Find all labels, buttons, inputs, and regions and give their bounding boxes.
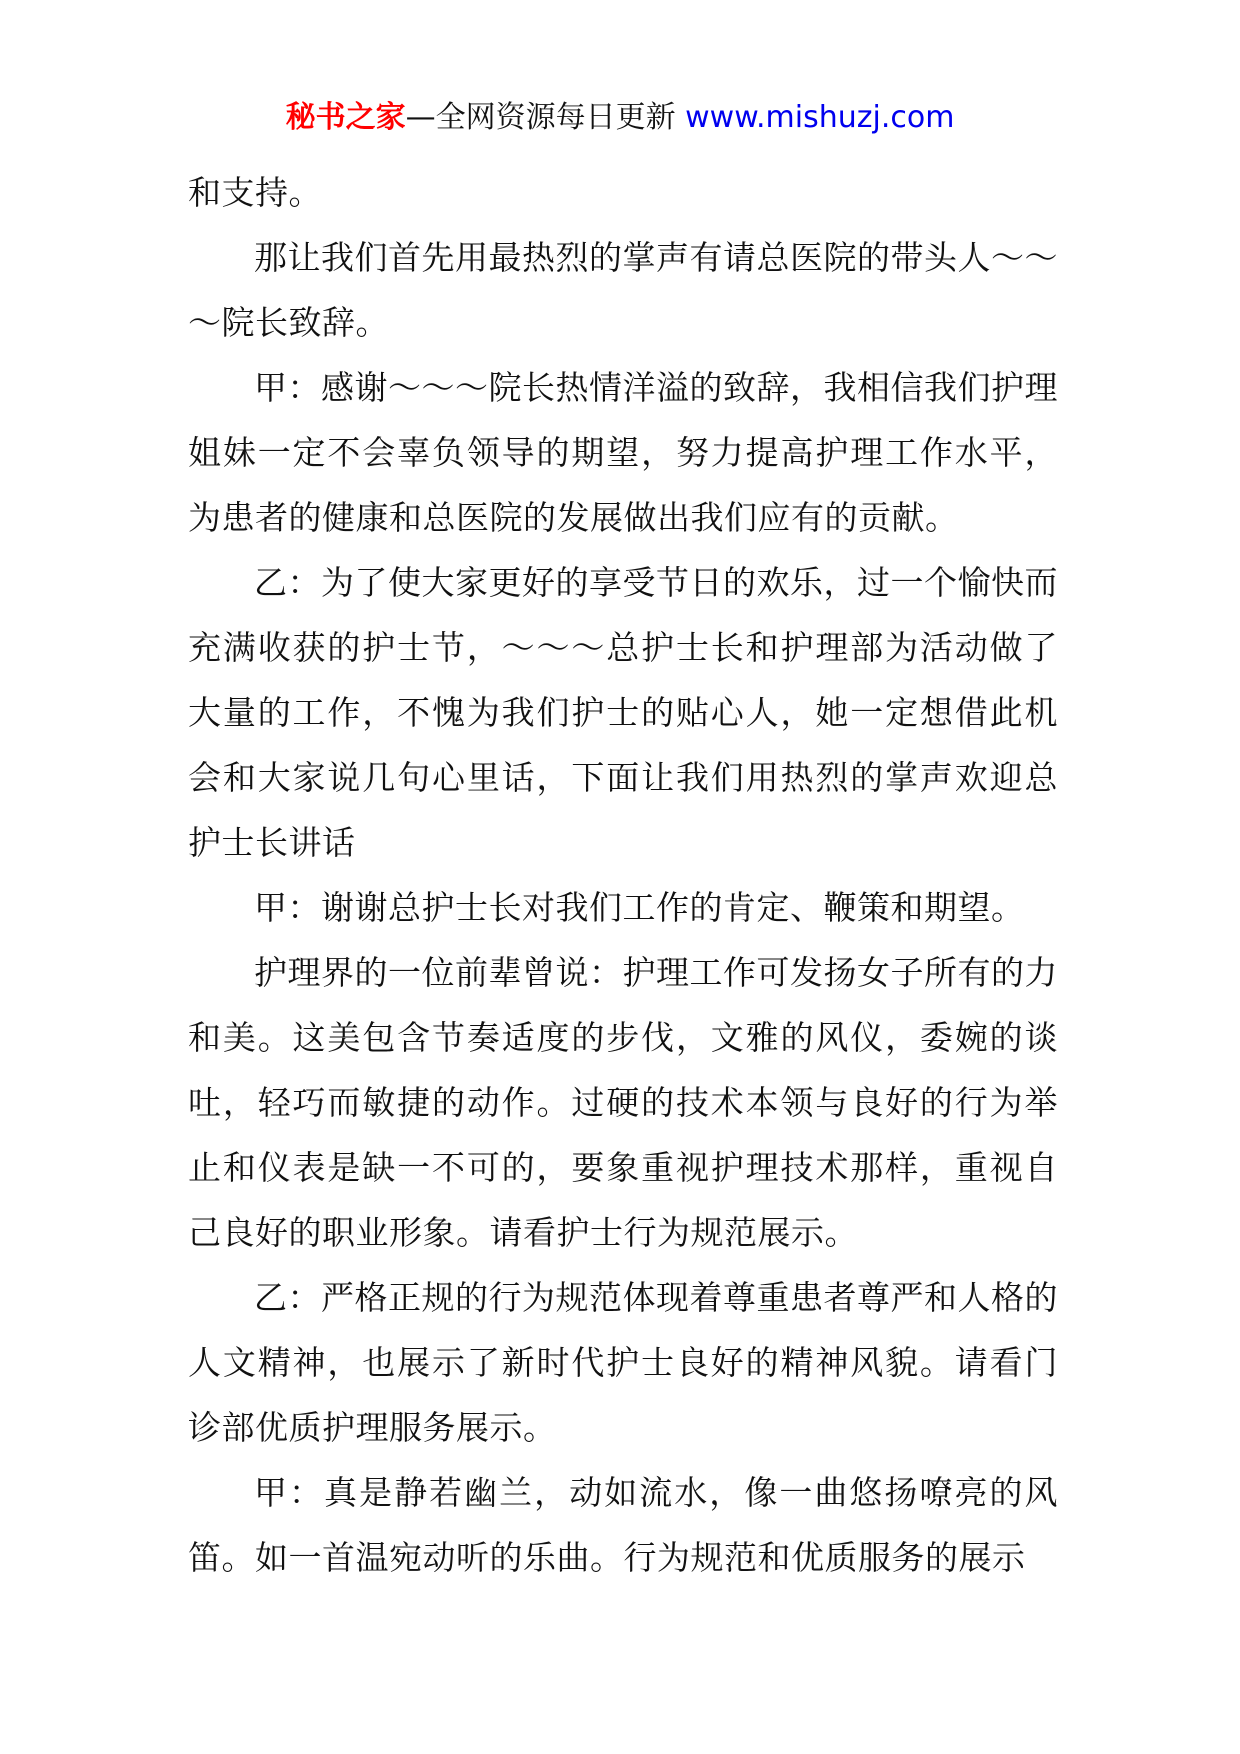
paragraph: 那让我们首先用最热烈的掌声有请总医院的带头人～～～院长致辞。 bbox=[188, 238, 1058, 342]
paragraph: 甲：真是静若幽兰，动如流水，像一曲悠扬嘹亮的风笛。如一首温宛动听的乐曲。行为规范和优质服务的展示 bbox=[188, 1473, 1058, 1577]
brand-name: 秘书之家 bbox=[285, 100, 406, 135]
paragraph: 护理界的一位前辈曾说：护理工作可发扬女子所有的力和美。这美包含节奏适度的步伐，文雅的风仪，委婉的谈吐，轻巧而敏捷的动作。过硬的技术本领与良好的行为举止和仪表是缺一不可的，要象重视护理技术那样，重视自己良好的职业形象。请看护士行为规范展示。 bbox=[188, 953, 1058, 1252]
paragraph: 甲：谢谢总护士长对我们工作的肯定、鞭策和期望。 bbox=[254, 888, 1025, 927]
website-link[interactable]: www.mishuzj.com bbox=[685, 100, 955, 135]
header-tagline: —全网资源每日更新 bbox=[405, 100, 686, 135]
document-body bbox=[188, 160, 1058, 1590]
paragraph: 乙：为了使大家更好的享受节日的欢乐，过一个愉快而充满收获的护士节，～～～总护士长和护理部为活动做了大量的工作，不愧为我们护士的贴心人，她一定想借此机会和大家说几句心里话，下面让我们用热烈的掌声欢迎总护士长讲话 bbox=[188, 563, 1058, 862]
paragraph-continuation: 和支持。 bbox=[188, 173, 322, 212]
paragraph: 乙：严格正规的行为规范体现着尊重患者尊严和人格的人文精神，也展示了新时代护士良好的精神风貌。请看门诊部优质护理服务展示。 bbox=[188, 1278, 1058, 1447]
paragraph: 甲：感谢～～～院长热情洋溢的致辞，我相信我们护理姐妹一定不会辜负领导的期望，努力提高护理工作水平，为患者的健康和总医院的发展做出我们应有的贡献。 bbox=[188, 368, 1058, 537]
page-header bbox=[0, 96, 1240, 140]
